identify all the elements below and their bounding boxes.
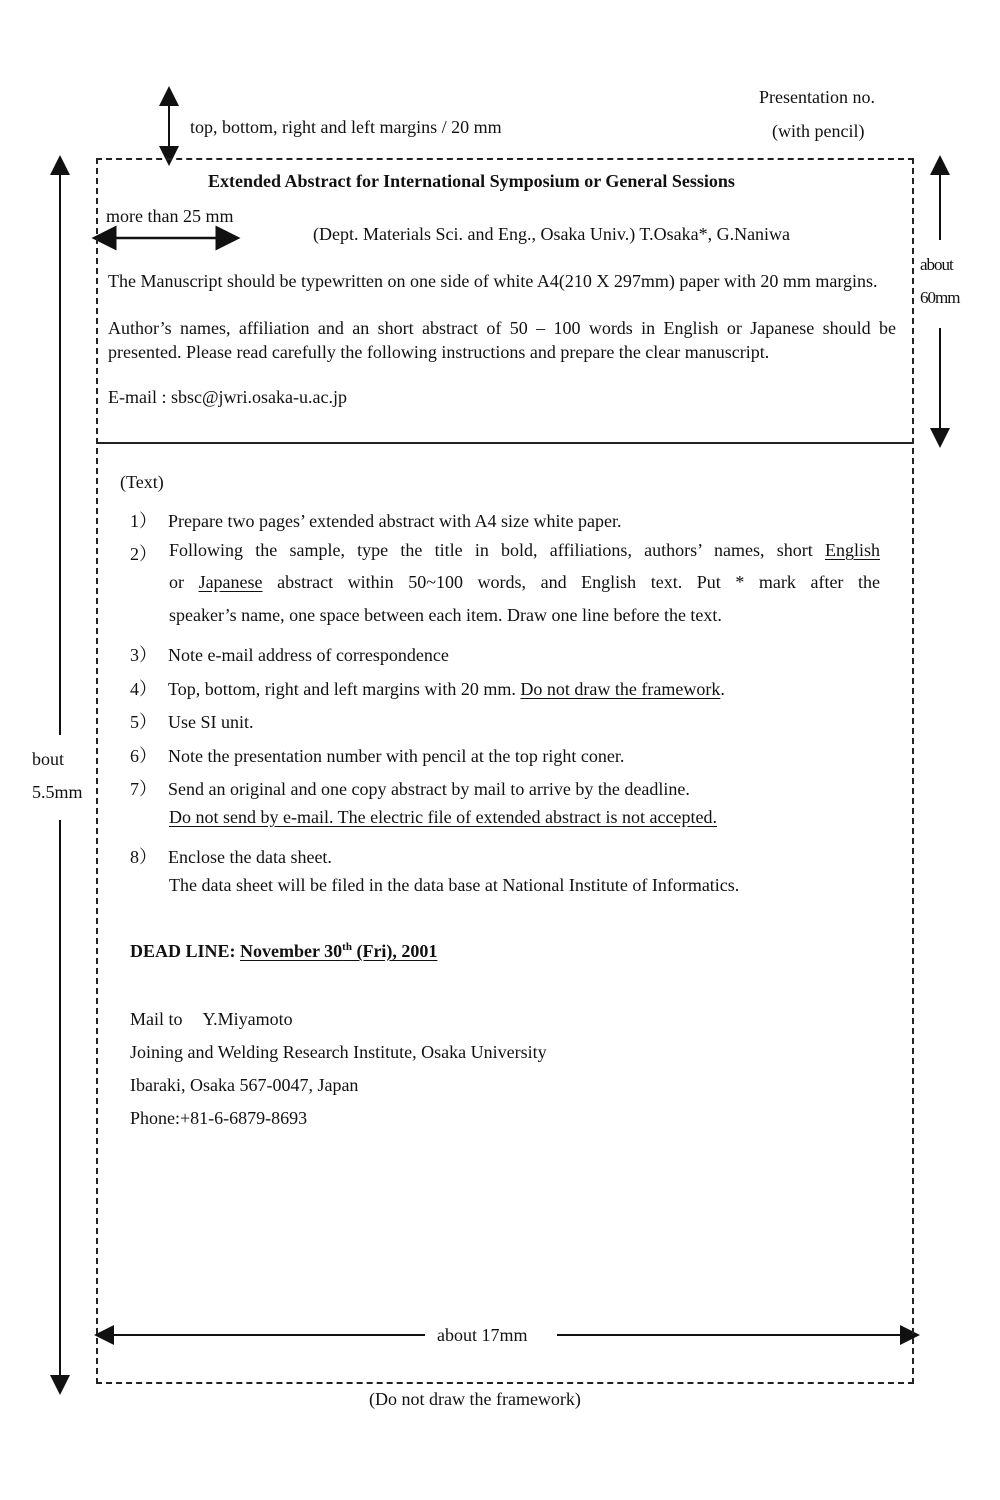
item-text: Enclose the data sheet. — [168, 847, 332, 867]
item-text: Note the presentation number with pencil at the top right coner. — [168, 746, 625, 766]
header-height-label-2: 60mm — [920, 288, 960, 307]
top-margin-label: top, bottom, right and left margins / 20 mm — [190, 117, 502, 137]
address-line-1: Joining and Welding Research Institute, Osaka University — [130, 1042, 547, 1062]
list-item-7 — [130, 775, 690, 801]
mail-to — [130, 1009, 293, 1030]
list-item-4: 4） Top, bottom, right and left margins with 20 mm. Do not draw the framework. — [130, 675, 725, 701]
item-number: 7） — [130, 779, 157, 799]
affiliation-authors: (Dept. Materials Sci. and Eng., Osaka Univ.) T.Osaka*, G.Naniwa — [313, 224, 791, 244]
list-item-2-line-2: or Japanese abstract within 50~100 words, and English text. Put * mark after the — [169, 572, 880, 592]
footer-note: (Do not draw the framework) — [369, 1389, 581, 1409]
item-number: 8） — [130, 847, 157, 867]
underlined-do-not-draw: Do not draw the framework — [520, 679, 721, 699]
list-item-3 — [130, 641, 449, 667]
item-number: 4） — [130, 679, 157, 699]
width-label: about 17mm — [437, 1325, 528, 1345]
abstract-paragraph-1: The Manuscript should be typewritten on one side of white A4(210 X 297mm) paper with 20 mm margins. — [108, 271, 878, 291]
deadline-label: DEAD LINE: — [130, 941, 241, 961]
item-text: Use SI unit. — [168, 712, 254, 732]
item-text: Note e-mail address of correspondence — [168, 645, 449, 665]
item-number: 1） — [130, 511, 157, 531]
header-height-label-1: about — [920, 255, 953, 274]
list-item-2-line-1: Following the sample, type the title in bold, affiliations, authors’ names, short English — [169, 540, 880, 560]
item-number: 2） — [130, 544, 157, 564]
deadline-date: November 30th (Fri), 2001 — [240, 941, 438, 961]
list-item-7-warning: Do not send by e-mail. The electric file of extended abstract is not accepted. — [169, 807, 717, 827]
item-text: Top, bottom, right and left margins with 20 mm. — [168, 679, 521, 699]
list-item-2-line-3: speaker’s name, one space between each item. Draw one line before the text. — [169, 605, 722, 625]
presentation-no-label: Presentation no. — [759, 87, 875, 107]
section-label: (Text) — [120, 472, 164, 492]
list-item-5 — [130, 708, 254, 734]
mail-to-name: Y.Miyamoto — [202, 1009, 293, 1029]
page-height-label-2: 5.5mm — [32, 782, 83, 802]
list-item-8-line-2: The data sheet will be filed in the data base at National Institute of Informatics. — [169, 875, 740, 895]
item-text: Send an original and one copy abstract by mail to arrive by the deadline. — [168, 779, 690, 799]
list-item-2 — [130, 540, 168, 566]
address-line-2: Ibaraki, Osaka 567-0047, Japan — [130, 1075, 359, 1095]
abstract-paragraph-2: Author’s names, affiliation and an short abstract of 50 – 100 words in English or Japanese should be presented. Please read carefully the following instructions and prepare the clear manuscript. — [108, 318, 896, 362]
list-item-1 — [130, 507, 622, 533]
abstract-title: Extended Abstract for International Symposium or General Sessions — [208, 171, 735, 191]
item-number: 6） — [130, 746, 157, 766]
item-number: 3） — [130, 645, 157, 665]
with-pencil-label: (with pencil) — [772, 121, 865, 141]
deadline — [130, 941, 437, 962]
list-item-8 — [130, 843, 332, 869]
list-item-6 — [130, 742, 624, 768]
item-text: Prepare two pages’ extended abstract with A4 size white paper. — [168, 511, 622, 531]
left-indent-label: more than 25 mm — [106, 206, 234, 226]
phone-number: Phone:+81-6-6879-8693 — [130, 1108, 308, 1128]
mail-to-label: Mail to — [130, 1009, 183, 1029]
page-height-label-1: bout — [32, 749, 65, 769]
contact-email: E-mail : sbsc@jwri.osaka-u.ac.jp — [108, 387, 348, 407]
header-separator-line — [97, 442, 912, 444]
underlined-japanese: Japanese — [198, 572, 263, 592]
underlined-english: English — [824, 540, 880, 560]
item-number: 5） — [130, 712, 157, 732]
